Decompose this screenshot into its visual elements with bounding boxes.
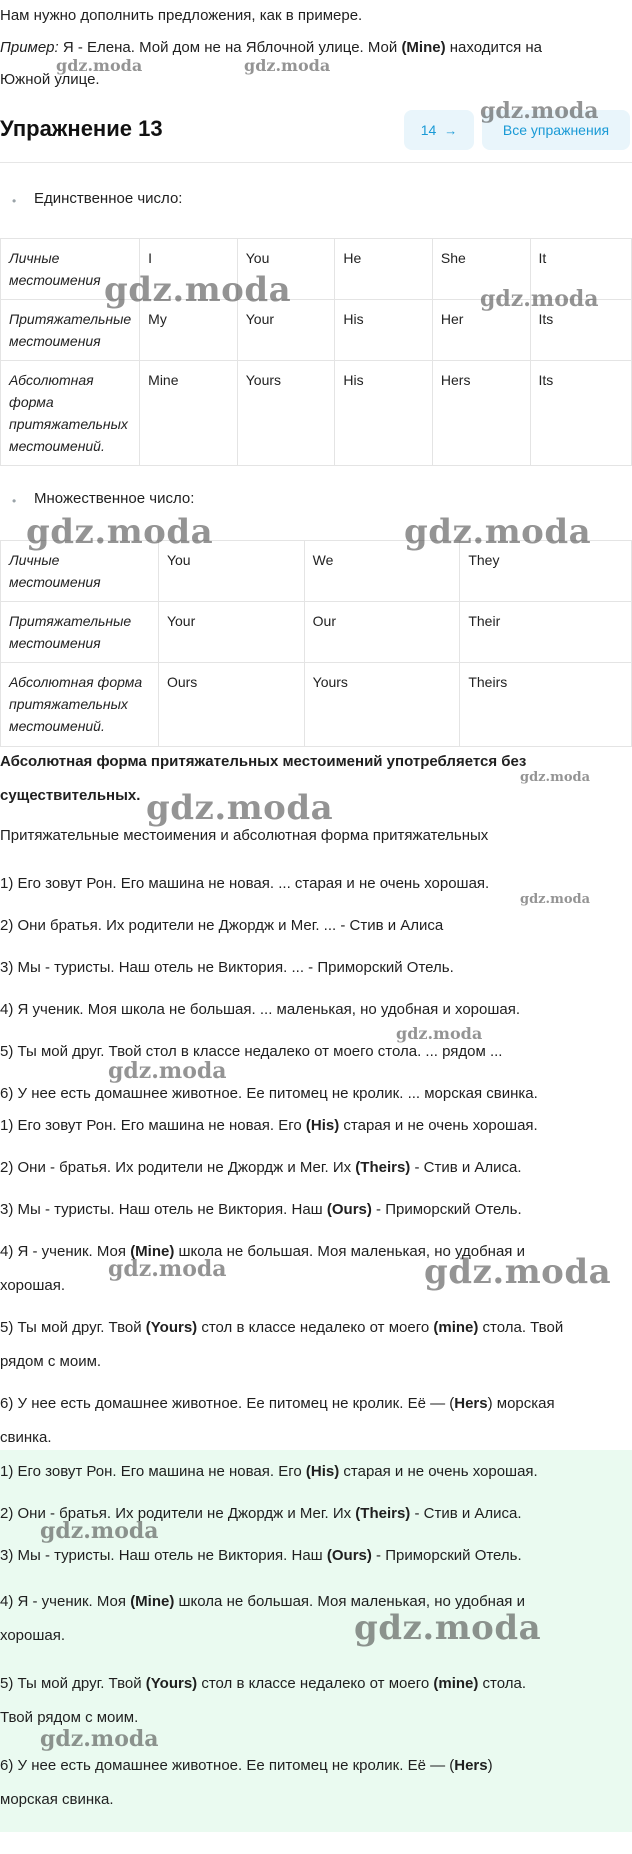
table-row <box>1 239 632 300</box>
answer-item <box>0 1546 522 1566</box>
answer-text: школа не большая. Моя маленькая, но удобная и <box>174 1243 525 1260</box>
watermark-logo: gdz.moda <box>26 512 214 552</box>
answer-text: 6) У нее есть домашнее животное. Ее питомец не кролик. Её — ( <box>0 1395 455 1412</box>
arrow-right-icon: → <box>444 122 458 138</box>
answer-pronoun: (Ours) <box>326 1201 372 1218</box>
watermark-logo: gdz.moda <box>404 512 592 552</box>
answer-text: 6) У нее есть домашнее животное. Ее питомец не кролик. Её — ( <box>0 1757 455 1774</box>
answer-pronoun: (mine) <box>433 1319 479 1336</box>
answer-pronoun: (His) <box>305 1117 340 1134</box>
answer-text: 1) Его зовут Рон. Его машина не новая. Его <box>0 1463 306 1480</box>
example-line-2: Южной улице. <box>0 71 100 88</box>
answer-text: 2) Они - братья. Их родители не Джордж и Мег. Их <box>0 1159 356 1176</box>
table-cell: Their <box>460 602 632 663</box>
answer-text: старая и не очень хорошая. <box>339 1463 538 1480</box>
rule-text-2: существительных. <box>0 787 141 804</box>
answer-text: стол в классе недалеко от моего <box>197 1319 434 1336</box>
watermark-logo: gdz.moda <box>520 770 591 785</box>
task-item: 4) Я ученик. Моя школа не большая. ... маленькая, но удобная и хорошая. <box>0 1001 521 1018</box>
table-cell: Yours <box>237 361 335 466</box>
bullet-dot-icon: • <box>12 494 17 508</box>
table-cell: Theirs <box>460 663 632 747</box>
singular-heading: Единственное число: <box>34 190 183 207</box>
answer-item-cont: свинка. <box>0 1429 52 1446</box>
table-cell: She <box>432 239 530 300</box>
example-text-end: находится на <box>445 39 542 56</box>
table-cell: His <box>335 300 433 361</box>
table-cell: Its <box>530 361 632 466</box>
answer-text: 2) Они - братья. Их родители не Джордж и Мег. Их <box>0 1505 356 1522</box>
answer-item-cont: хорошая. <box>0 1627 66 1644</box>
table-cell: Yours <box>304 663 460 747</box>
answer-pronoun: (Ours) <box>326 1547 372 1564</box>
table-cell: Личные местоимения <box>1 541 159 602</box>
example-answer: (Mine) <box>401 39 446 56</box>
divider <box>0 162 632 163</box>
answer-item <box>0 1756 493 1776</box>
watermark-logo: gdz.moda <box>40 1518 159 1544</box>
answer-item <box>0 1674 526 1694</box>
table-cell: Абсолютная форма притяжательных местоимений. <box>1 663 159 747</box>
answer-item <box>0 1318 563 1338</box>
answer-text: стола. Твой <box>478 1319 564 1336</box>
watermark-logo: gdz.moda <box>354 1608 542 1648</box>
answer-text: 4) Я - ученик. Моя <box>0 1593 131 1610</box>
rule-text: Абсолютная форма притяжательных местоимений употребляется без <box>0 753 527 770</box>
table-cell: It <box>530 239 632 300</box>
answer-text: - Приморский Отель. <box>371 1547 522 1564</box>
table-cell: I <box>140 239 238 300</box>
table-row <box>1 663 632 747</box>
watermark-logo: gdz.moda <box>424 1252 612 1292</box>
plural-table <box>0 540 632 747</box>
watermark-logo: gdz.moda <box>104 270 292 310</box>
watermark-logo: gdz.moda <box>40 1726 159 1752</box>
table-cell: Hers <box>432 361 530 466</box>
answer-text: старая и не очень хорошая. <box>339 1117 538 1134</box>
table-row <box>1 300 632 361</box>
answer-pronoun: Hers <box>454 1757 488 1774</box>
answer-text: 3) Мы - туристы. Наш отель не Виктория. Наш <box>0 1201 327 1218</box>
table-row <box>1 602 632 663</box>
exercise-title: Упражнение 13 <box>0 116 163 141</box>
watermark-logo: gdz.moda <box>396 1024 483 1043</box>
answer-text: стол в классе недалеко от моего <box>197 1675 434 1692</box>
watermark-logo: gdz.moda <box>244 56 331 75</box>
answer-pronoun: (Theirs) <box>355 1505 411 1522</box>
table-cell: We <box>304 541 460 602</box>
task-item: 5) Ты мой друг. Твой стол в классе недалеко от моего стола. ... рядом ... <box>0 1043 503 1060</box>
answer-text: 5) Ты мой друг. Твой <box>0 1675 146 1692</box>
answer-pronoun: (Theirs) <box>355 1159 411 1176</box>
rule-text-3: Притяжательные местоимения и абсолютная форма притяжательных <box>0 827 489 844</box>
answer-pronoun: Hers <box>454 1395 488 1412</box>
singular-table <box>0 238 632 466</box>
watermark-logo: gdz.moda <box>480 286 599 312</box>
task-item: 6) У нее есть домашнее животное. Ее питомец не кролик. ... морская свинка. <box>0 1085 538 1102</box>
intro-text: Нам нужно дополнить предложения, как в примере. <box>0 7 363 24</box>
all-exercises-button[interactable] <box>482 110 630 150</box>
table-cell: Our <box>304 602 460 663</box>
table-cell: You <box>237 239 335 300</box>
plural-heading: Множественное число: <box>34 490 195 507</box>
next-exercise-button[interactable] <box>404 110 474 150</box>
task-item: 1) Его зовут Рон. Его машина не новая. ... старая и не очень хорошая. <box>0 875 490 892</box>
answer-text: - Стив и Алиса. <box>410 1505 522 1522</box>
bullet-dot-icon: • <box>12 194 17 208</box>
answer-item-cont: Твой рядом с моим. <box>0 1709 139 1726</box>
answer-pronoun: (His) <box>305 1463 340 1480</box>
answer-item <box>0 1116 538 1136</box>
answer-pronoun: (mine) <box>433 1675 479 1692</box>
example-text: Я - Елена. Мой дом не на Яблочной улице. Мой <box>58 39 402 56</box>
table-row <box>1 541 632 602</box>
table-cell: He <box>335 239 433 300</box>
answer-text: 3) Мы - туристы. Наш отель не Виктория. Наш <box>0 1547 327 1564</box>
answer-item <box>0 1462 538 1482</box>
answer-item-cont: морская свинка. <box>0 1791 114 1808</box>
table-cell: Its <box>530 300 632 361</box>
table-cell: They <box>460 541 632 602</box>
next-exercise-label: 14 <box>420 122 437 138</box>
watermark-logo: gdz.moda <box>56 56 143 75</box>
task-item: 2) Они братья. Их родители не Джордж и Мег. ... - Стив и Алиса <box>0 917 444 934</box>
answer-text: 1) Его зовут Рон. Его машина не новая. Его <box>0 1117 306 1134</box>
table-cell: His <box>335 361 433 466</box>
answer-pronoun: (Mine) <box>130 1593 175 1610</box>
task-item: 3) Мы - туристы. Наш отель не Виктория. ... - Приморский Отель. <box>0 959 454 976</box>
watermark-logo: gdz.moda <box>108 1256 227 1282</box>
answer-text: школа не большая. Моя маленькая, но удобная и <box>174 1593 525 1610</box>
example-line <box>0 38 542 58</box>
answer-item <box>0 1592 525 1612</box>
table-cell: Mine <box>140 361 238 466</box>
watermark-logo: gdz.moda <box>480 98 599 124</box>
table-cell: Ours <box>158 663 304 747</box>
table-cell: Her <box>432 300 530 361</box>
example-label: Пример: <box>0 39 59 56</box>
watermark-logo: gdz.moda <box>108 1058 227 1084</box>
answer-item <box>0 1158 522 1178</box>
table-cell: Притяжательные местоимения <box>1 300 140 361</box>
table-cell: Абсолютная форма притяжательных местоимений. <box>1 361 140 466</box>
table-cell: My <box>140 300 238 361</box>
answer-item-cont: рядом с моим. <box>0 1353 102 1370</box>
answer-text: ) <box>487 1757 493 1774</box>
answer-text: - Приморский Отель. <box>371 1201 522 1218</box>
watermark-logo: gdz.moda <box>520 892 591 907</box>
all-exercises-label: Все упражнения <box>502 122 610 138</box>
answer-item <box>0 1200 522 1220</box>
table-cell: Личные местоимения <box>1 239 140 300</box>
answer-item-cont: хорошая. <box>0 1277 66 1294</box>
answer-pronoun: (Mine) <box>130 1243 175 1260</box>
answer-text: ) морская <box>487 1395 555 1412</box>
answer-text: 5) Ты мой друг. Твой <box>0 1319 146 1336</box>
watermark-logo: gdz.moda <box>146 788 334 828</box>
answer-item <box>0 1242 525 1262</box>
table-cell: Your <box>237 300 335 361</box>
table-cell: You <box>158 541 304 602</box>
answer-pronoun: (Yours) <box>145 1319 198 1336</box>
answer-pronoun: (Yours) <box>145 1675 198 1692</box>
answer-text: стола. <box>478 1675 527 1692</box>
table-cell: Your <box>158 602 304 663</box>
answer-text: 4) Я - ученик. Моя <box>0 1243 131 1260</box>
table-cell: Притяжательные местоимения <box>1 602 159 663</box>
answer-text: - Стив и Алиса. <box>410 1159 522 1176</box>
table-row <box>1 361 632 466</box>
answer-item <box>0 1504 522 1524</box>
answer-item <box>0 1394 555 1414</box>
